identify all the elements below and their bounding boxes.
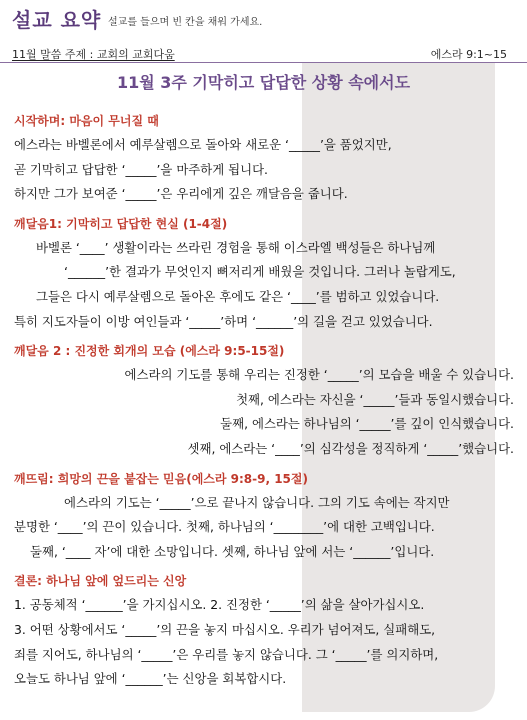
section-heading: 시작하며: 마음이 무너질 때 bbox=[14, 114, 159, 128]
section-heading: 결론: 하나님 앞에 엎드리는 신앙 bbox=[14, 574, 187, 589]
section-line: 에스라는 바벨론에서 예루살렘으로 돌아와 새로운 ‘_____’을 품었지만, bbox=[14, 137, 392, 152]
section-line: 죄를 지어도, 하나님의 ‘_____’은 우리를 놓지 않습니다. 그 ‘_____’를 의지하며, bbox=[14, 646, 439, 662]
sermon-title: 11월 3주 기막히고 답답한 상황 속에서도 bbox=[116, 73, 411, 92]
section-heading: 깨달음1: 기막히고 답답한 현실 (1-4절) bbox=[14, 216, 228, 231]
sermon-content bbox=[14, 112, 514, 700]
section-line: 셋째, 에스라는 ‘____’의 심각성을 정직하게 ‘_____’했습니다. bbox=[187, 440, 514, 456]
section-line: 1. 공동체적 ‘______’을 가지십시오. 2. 진정한 ‘_____’의 삶을 살아가십시오. bbox=[14, 597, 425, 613]
header-divider bbox=[0, 62, 527, 63]
section-line: 바벨론 ‘____’ 생활이라는 쓰라린 경험을 통해 이스라엘 백성들은 하나님께 bbox=[36, 239, 436, 255]
section-insight-1 bbox=[14, 215, 514, 334]
page-subtitle: 설교를 들으며 빈 칸을 채워 가세요. bbox=[108, 17, 263, 28]
section-insight-2 bbox=[14, 342, 514, 461]
theme-row bbox=[0, 44, 527, 64]
scripture-reference: 에스라 9:1~15 bbox=[430, 48, 507, 61]
section-heading: 깨달음 2 : 진정한 회개의 모습 (에스라 9:5-15절) bbox=[14, 344, 285, 359]
section-intro bbox=[14, 112, 514, 207]
monthly-theme: 11월 말씀 주제 : 교회의 교회다움 bbox=[12, 48, 175, 61]
section-line: 둘째, ‘____ 자’에 대한 소망입니다. 셋째, 하나님 앞에 서는 ‘______’입니다. bbox=[30, 543, 435, 559]
section-heading: 깨뜨림: 희망의 끈을 붙잡는 믿음(에스라 9:8-9, 15절) bbox=[14, 471, 308, 486]
section-line: ‘______’한 결과가 무엇인지 뼈저리게 배웠을 것입니다. 그러나 놀랍게도, bbox=[64, 264, 456, 280]
section-line: 3. 어떤 상황에서도 ‘_____’의 끈을 놓지 마십시오. 우리가 넘어져도, 실패해도, bbox=[14, 621, 436, 637]
section-line: 그들은 다시 예루살렘으로 돌아온 후에도 같은 ‘____’를 범하고 있었습니다. bbox=[36, 288, 440, 304]
section-line: 곧 기막히고 답답한 ‘_____’을 마주하게 됩니다. bbox=[14, 161, 268, 177]
section-line: 에스라의 기도는 ‘_____’으로 끝나지 않습니다. 그의 기도 속에는 작지만 bbox=[64, 494, 450, 510]
section-conclusion bbox=[14, 572, 514, 691]
section-breakthrough bbox=[14, 470, 514, 565]
section-line: 하지만 그가 보여준 ‘_____’은 우리에게 깊은 깨달음을 줍니다. bbox=[14, 186, 348, 202]
section-line: 분명한 ‘____’의 끈이 있습니다. 첫째, 하나님의 ‘________’에 대한 고백입니다. bbox=[14, 519, 435, 535]
page-title: 설교 요약 bbox=[12, 8, 102, 32]
section-line: 첫째, 에스라는 자신을 ‘_____’들과 동일시했습니다. bbox=[236, 391, 514, 407]
section-line: 오늘도 하나님 앞에 ‘______’는 신앙을 회복합시다. bbox=[14, 671, 287, 687]
section-line: 에스라의 기도를 통해 우리는 진정한 ‘_____’의 모습을 배울 수 있습니다. bbox=[124, 367, 514, 383]
header bbox=[0, 0, 527, 40]
section-line: 특히 지도자들이 이방 여인들과 ‘_____’하며 ‘______’의 길을 걷고 있었습니다. bbox=[14, 313, 433, 329]
section-line: 둘째, 에스라는 하나님의 ‘_____’를 깊이 인식했습니다. bbox=[220, 416, 514, 432]
